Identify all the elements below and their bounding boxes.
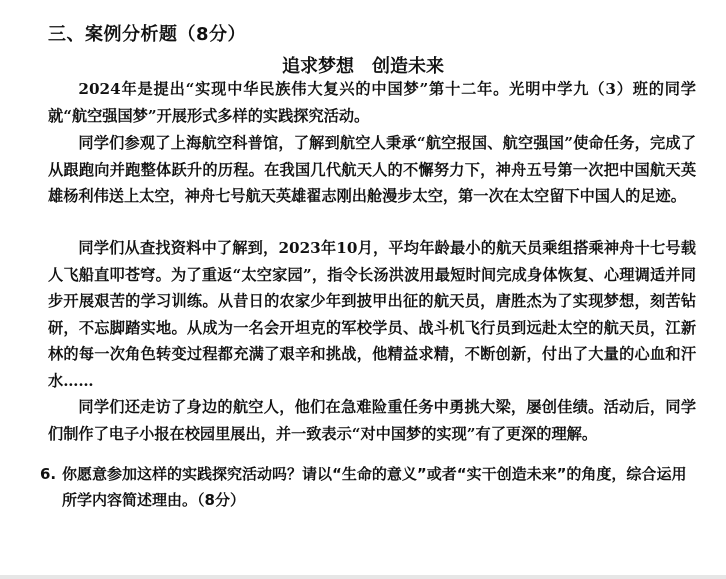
article-paragraph-museum-visit: 同学们参观了上海航空科普馆，了解到航空人秉承“航空报国、航空强国”使命任务，完成了从跟跑向并跑整体跃升的历程。在我国几代航天人的不懈努力下，神舟五号第一次把中国航天英雄杨利伟送上太空，神舟七号航天英雄翟志刚出舱漫步太空，第一次在太空留下中国人的足迹。 (48, 134, 696, 205)
section-heading: 三、案例分析题（8分） (48, 24, 247, 45)
article-paragraph-intro: 2024年是提出“实现中华民族伟大复兴的中国梦”第十二年。光明中学九（3）班的同学就“航空强国梦”开展形式多样的实践探究活动。 (48, 80, 696, 125)
article-paragraph-interview: 同学们还走访了身边的航空人，他们在急难险重任务中勇挑大梁，屡创佳绩。活动后，同学们制作了电子小报在校园里展出，并一致表示“对中国梦的实现”有了更深的理解。 (48, 398, 696, 443)
article-title: 追求梦想 创造未来 (282, 56, 444, 77)
question-item (40, 461, 700, 513)
article-paragraph-research: 同学们从查找资料中了解到，2023年10月，平均年龄最小的航天员乘组搭乘神舟十七号载人飞船直叩苍穹。为了重返“太空家园”，指令长汤洪波用最短时间完成身体恢复、心理调适并同步开展艰苦的学习训练。从昔日的农家少年到披甲出征的航天员，唐胜杰为了实现梦想，刻苦钻研，不忘脚踏实地。从成为一名会开坦克的军校学员、战斗机飞行员到远赴太空的航天员，江新林的每一次角色转变过程都充满了艰辛和挑战，他精益求精，不断创新，付出了大量的心血和汗水…… (48, 239, 696, 390)
question-text: 你愿意参加这样的实践探究活动吗？请以“生命的意义”或者“实干创造未来”的角度，综合运用所学内容简述理由。（8分） (62, 465, 687, 509)
question-number: 6. (40, 465, 57, 483)
page-bottom-edge (0, 575, 726, 579)
